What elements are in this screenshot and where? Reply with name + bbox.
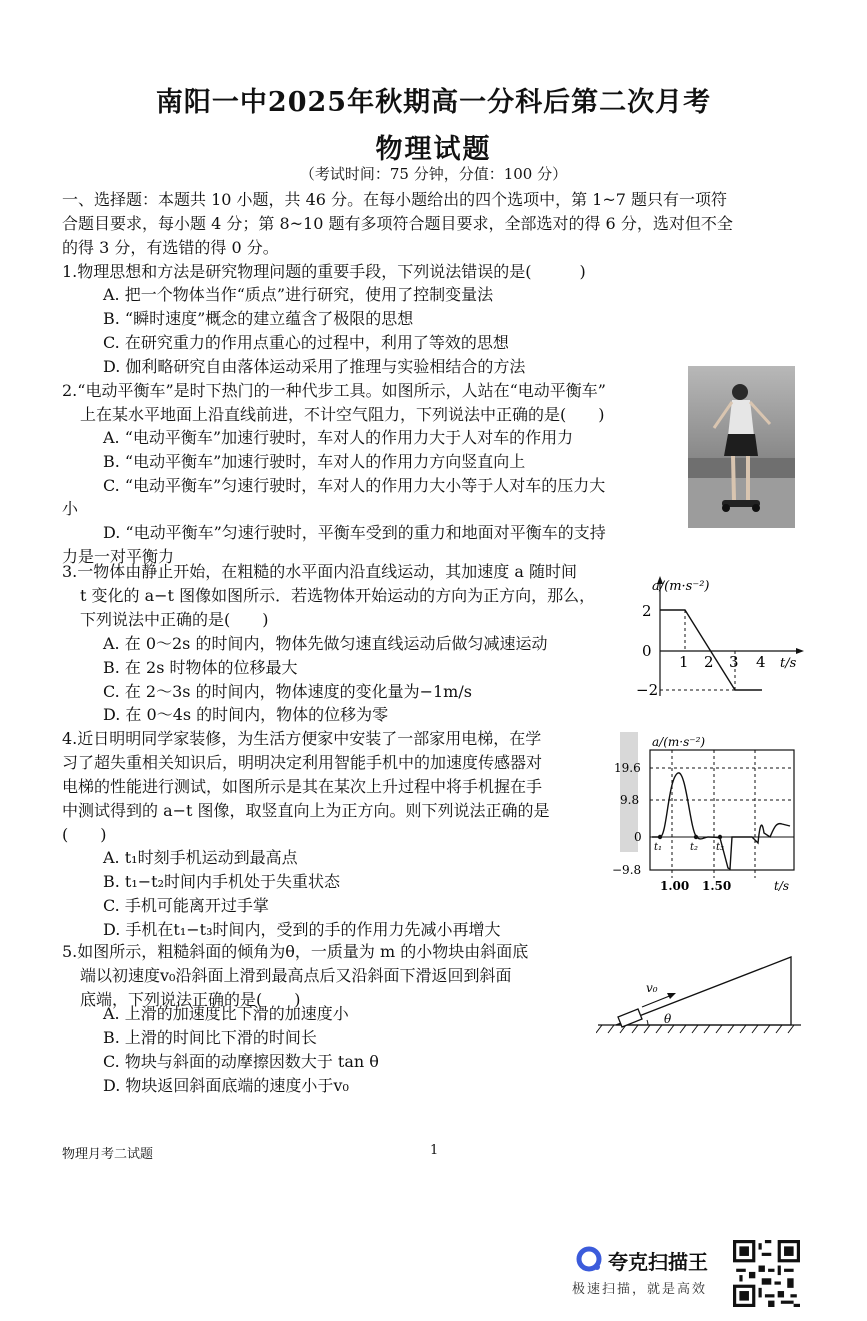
ytick: 0: [634, 830, 642, 844]
graph1-ylabel: a/(m·s⁻²): [652, 579, 710, 594]
q2-option-c-cont: 小: [62, 499, 79, 518]
q1-option-b: B. “瞬时速度”概念的建立蕴含了极限的思想: [103, 309, 414, 328]
incline-slope: [616, 957, 791, 1025]
q5-option-d: D. 物块返回斜面底端的速度小于v₀: [103, 1076, 349, 1095]
ytick: 9.8: [620, 793, 640, 807]
exam-info: （考试时间：75 分钟，分值：100 分）: [299, 165, 568, 183]
q3-option-a: A. 在 0～2s 的时间内，物体先做匀速直线运动后做匀减速运动: [103, 634, 548, 653]
q1-option-d: D. 伽利略研究自由落体运动采用了推理与实验相结合的方法: [103, 357, 526, 376]
qr-code-icon: [733, 1240, 800, 1307]
page-number: 1: [430, 1143, 439, 1158]
origin-label: 0: [642, 642, 652, 660]
acceleration-time-graph: [630, 568, 810, 708]
point-label: t₁: [654, 842, 663, 853]
velocity-label: v₀: [646, 981, 658, 995]
q4-option-c: C. 手机可能离开过手掌: [103, 896, 269, 915]
question-4-stem: 4.近日明明同学家装修，为生活方便家中安装了一部家用电梯，在学: [62, 729, 542, 748]
q2-option-a: A. “电动平衡车”加速行驶时，车对人的作用力大于人对车的作用力: [103, 428, 574, 447]
q4-option-d: D. 手机在t₁−t₃时间内，受到的手的作用力先减小再增大: [103, 920, 501, 939]
xtick: 2: [704, 653, 714, 671]
q5-option-c: C. 物块与斜面的动摩擦因数大于 tan θ: [103, 1052, 379, 1071]
question-3-stem: 3.一物体由静止开始，在粗糙的水平面内沿直线运动，其加速度 a 随时间: [62, 562, 577, 581]
section-instructions-line: 一、选择题：本题共 10 小题，共 46 分。在每小题给出的四个选项中，第 1~7 题只有一项符: [62, 190, 728, 209]
point-label: t₂: [690, 842, 699, 853]
question-3-stem: t 变化的 a−t 图像如图所示．若选物体开始运动的方向为正方向，那么，: [80, 586, 596, 605]
section-instructions-line: 合题目要求，每小题 4 分；第 8~10 题有多项符合题目要求，全部选对的得 6 分，选对但不全: [62, 214, 733, 233]
q1-option-c: C. 在研究重力的作用点重心的过程中，利用了等效的思想: [103, 333, 509, 352]
quark-logo-icon: [576, 1246, 602, 1272]
xtick: 1.50: [702, 879, 732, 893]
graph1-xlabel: t/s: [780, 656, 797, 671]
q4-option-b: B. t₁−t₂时间内手机处于失重状态: [103, 872, 341, 891]
xtick: 1.00: [660, 879, 690, 893]
point-label: t₃: [716, 842, 725, 853]
question-4-stem: 电梯的性能进行测试，如图所示是其在某次上升过程中将手机握在手: [62, 777, 543, 796]
question-4-stem: 中测试得到的 a−t 图像，取竖直向上为正方向。则下列说法正确的是: [62, 801, 550, 820]
graph2-ylabel: a/(m·s⁻²): [652, 735, 706, 749]
q2-option-c: C. “电动平衡车”匀速行驶时，车对人的作用力大小等于人对车的压力大: [103, 476, 606, 495]
question-5-stem: 5.如图所示，粗糙斜面的倾角为θ，一质量为 m 的小物块由斜面底: [62, 942, 529, 961]
question-2-stem: 上在某水平地面上沿直线前进，不计空气阻力，下列说法中正确的是( ): [80, 405, 605, 424]
question-5-stem: 端以初速度v₀沿斜面上滑到最高点后又沿斜面下滑返回到斜面: [80, 966, 512, 985]
sliding-block: [618, 1009, 642, 1027]
scanner-watermark: [572, 1244, 722, 1304]
graph2-xlabel: t/s: [774, 879, 790, 893]
ytick: 2: [642, 602, 652, 620]
watermark-slogan: 极速扫描，就是高效: [572, 1282, 708, 1297]
hoverboard-photo: [688, 366, 795, 528]
question-2-stem: 2.“电动平衡车”是时下热门的一种代步工具。如图所示，人站在“电动平衡车”: [62, 381, 606, 400]
section-instructions-line: 的得 3 分，有选错的得 0 分。: [62, 238, 279, 257]
question-1-stem: 1.物理思想和方法是研究物理问题的重要手段，下列说法错误的是( ): [62, 262, 586, 281]
q2-option-d-cont: 力是一对平衡力: [62, 547, 175, 566]
incline-diagram: [596, 945, 811, 1040]
q3-option-d: D. 在 0～4s 的时间内，物体的位移为零: [103, 705, 389, 724]
xtick: 4: [756, 653, 766, 671]
question-5-stem: 底端，下列说法正确的是( ): [80, 990, 301, 1009]
q2-option-d: D. “电动平衡车”匀速行驶时，平衡车受到的重力和地面对平衡车的支持: [103, 523, 606, 542]
xtick: 1: [679, 653, 689, 671]
exam-title: 南阳一中2025年秋期高一分科后第二次月考: [155, 87, 712, 118]
question-3-stem: 下列说法中正确的是( ): [80, 610, 269, 629]
q3-option-c: C. 在 2～3s 的时间内，物体速度的变化量为−1m/s: [103, 682, 472, 701]
ytick: 19.6: [614, 761, 641, 775]
ytick: −9.8: [612, 863, 642, 877]
question-4-stem: 习了超失重相关知识后，明明决定利用智能手机中的加速度传感器对: [62, 753, 543, 772]
ytick: −2: [636, 681, 659, 699]
phone-sensor-graph: [612, 728, 802, 898]
watermark-name: 夸克扫描王: [608, 1250, 708, 1274]
footer-title: 物理月考二试题: [62, 1147, 154, 1162]
xtick: 3: [729, 653, 739, 671]
q1-option-a: A. 把一个物体当作“质点”进行研究，使用了控制变量法: [103, 285, 494, 304]
q5-option-a: A. 上滑的加速度比下滑的加速度小: [103, 1004, 349, 1023]
question-4-stem: ( ): [62, 825, 107, 844]
exam-subject: 物理试题: [375, 134, 492, 165]
q4-option-a: A. t₁时刻手机运动到最高点: [103, 848, 298, 867]
q2-option-b: B. “电动平衡车”加速行驶时，车对人的作用力方向竖直向上: [103, 452, 526, 471]
q3-option-b: B. 在 2s 时物体的位移最大: [103, 658, 298, 677]
q5-option-b: B. 上滑的时间比下滑的时间长: [103, 1028, 317, 1047]
angle-label: θ: [664, 1012, 672, 1026]
a-t-line: [660, 610, 762, 690]
